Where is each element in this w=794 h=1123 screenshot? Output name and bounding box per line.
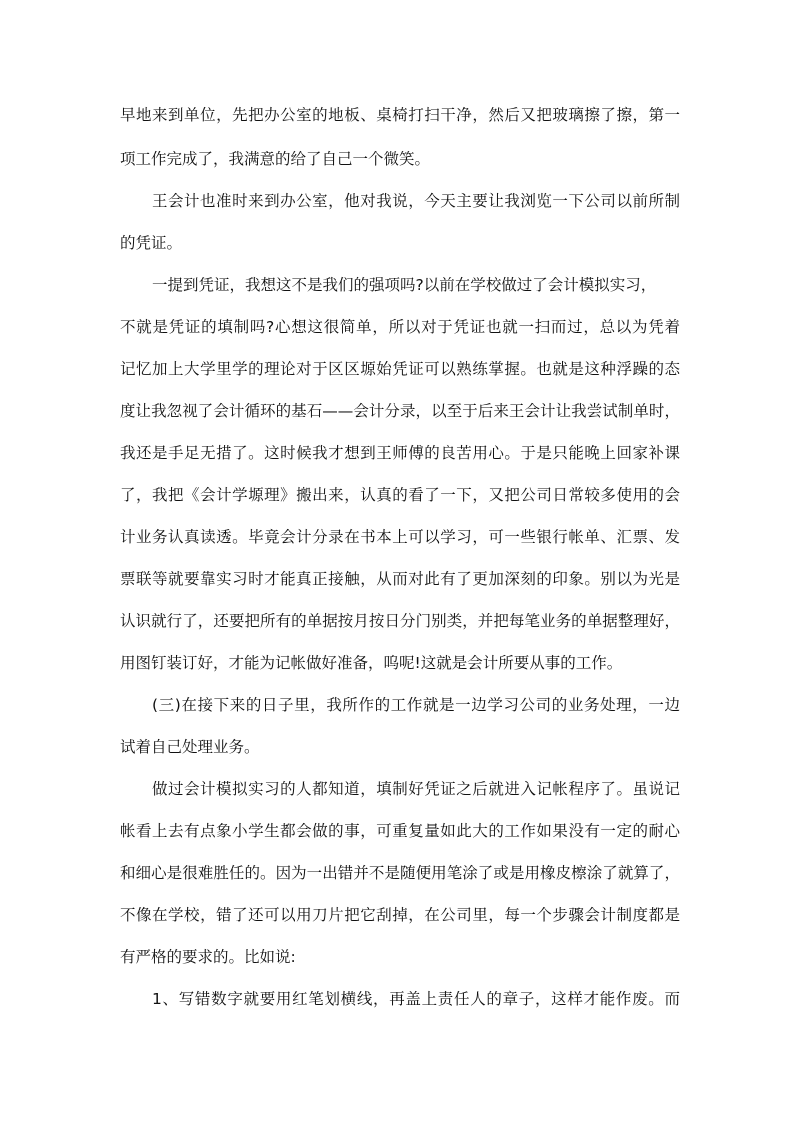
text-line: 帐看上去有点象小学生都会做的事，可重复量如此大的工作如果没有一定的耐心 <box>120 822 680 840</box>
text-line: 项工作完成了，我满意的给了自己一个微笑。 <box>120 150 431 168</box>
text-line: 不像在学校，错了还可以用刀片把它刮掉，在公司里，每一个步骤会计制度都是 <box>120 906 680 924</box>
text-line: (三)在接下来的日子里，我所作的工作就是一边学习公司的业务处理，一边 <box>152 696 680 714</box>
text-line: 不就是凭证的填制吗?心想这很简单，所以对于凭证也就一扫而过，总以为凭着 <box>120 318 680 336</box>
text-line: 票联等就要靠实习时才能真正接触，从而对此有了更加深刻的印象。别以为光是 <box>120 570 680 588</box>
text-line: 认识就行了，还要把所有的单据按月按日分门别类，并把每笔业务的单据整理好， <box>120 612 680 630</box>
text-line: 1、写错数字就要用红笔划横线，再盖上责任人的章子，这样才能作废。而 <box>152 990 680 1008</box>
text-line: 的凭证。 <box>120 234 183 252</box>
text-line: 记忆加上大学里学的理论对于区区塬始凭证可以熟练掌握。也就是这种浮躁的态 <box>120 360 680 378</box>
text-line: 有严格的要求的。比如说: <box>120 948 296 966</box>
text-line: 计业务认真读透。毕竟会计分录在书本上可以学习，可一些银行帐单、汇票、发 <box>120 528 680 546</box>
text-line: 试着自己处理业务。 <box>120 738 260 756</box>
text-line: 和细心是很难胜任的。因为一出错并不是随便用笔涂了或是用橡皮檫涂了就算了， <box>120 864 680 882</box>
text-line: 做过会计模拟实习的人都知道，填制好凭证之后就进入记帐程序了。虽说记 <box>152 780 680 798</box>
text-line: 一提到凭证，我想这不是我们的强项吗?以前在学校做过了会计模拟实习， <box>152 276 657 294</box>
text-line: 度让我忽视了会计循环的基石——会计分录，以至于后来王会计让我尝试制单时， <box>120 402 680 420</box>
text-line: 早地来到单位，先把办公室的地板、桌椅打扫干净，然后又把玻璃擦了擦，第一 <box>120 106 680 124</box>
text-line: 王会计也准时来到办公室，他对我说，今天主要让我浏览一下公司以前所制 <box>152 192 680 210</box>
text-line: 用图钉装订好，才能为记帐做好准备，呜呢!这就是会计所要从事的工作。 <box>120 654 623 672</box>
text-line: 了，我把《会计学塬理》搬出来，认真的看了一下，又把公司日常较多使用的会 <box>120 486 680 504</box>
text-line: 我还是手足无措了。这时候我才想到王师傅的良苦用心。于是只能晚上回家补课 <box>120 444 680 462</box>
